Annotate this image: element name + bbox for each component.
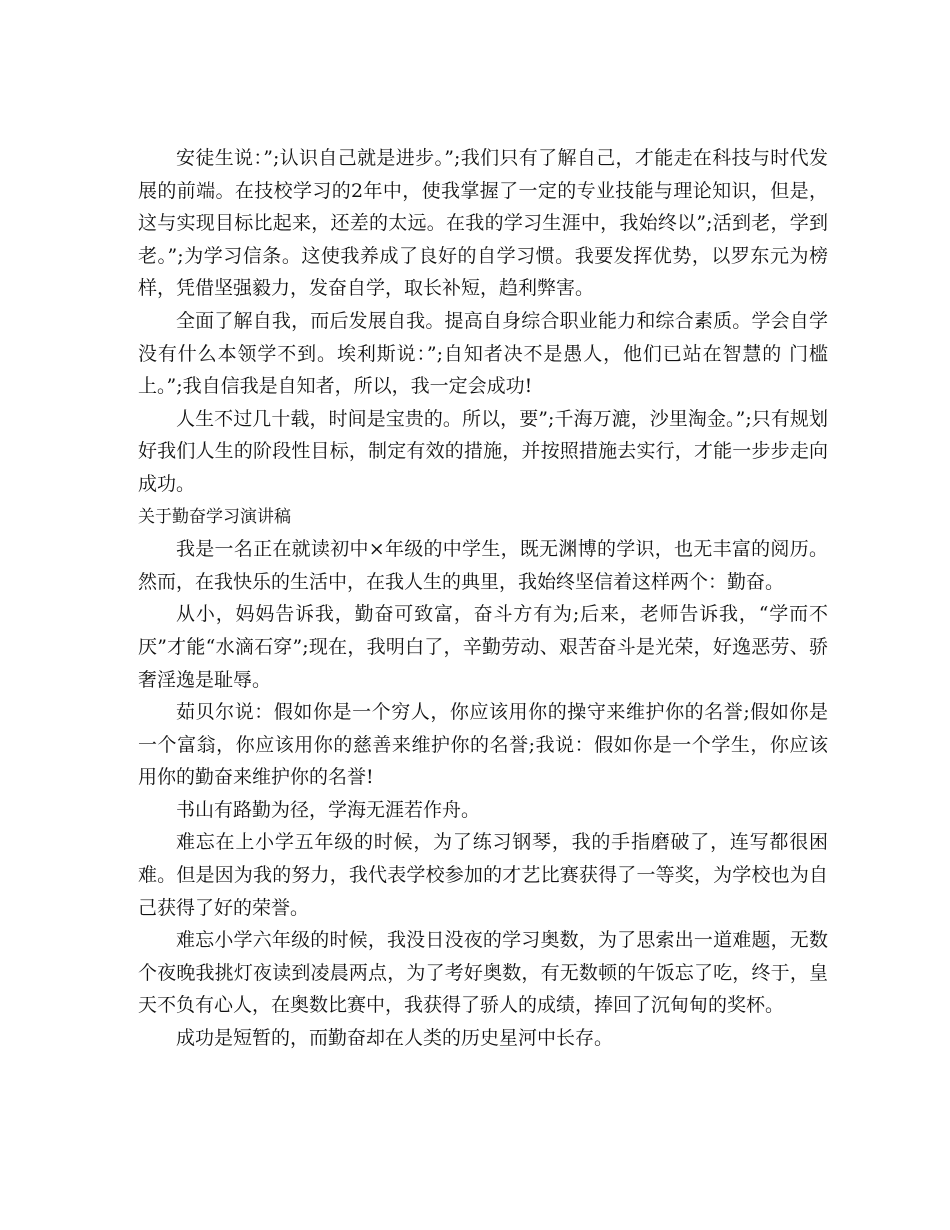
paragraph: 全面了解自我，而后发展自我。提高自身综合职业能力和综合素质。学会自学没有什么本领学不到。埃利斯说：”;自知者决不是愚人，他们已站在智慧的 门槛上。”;我自信我是自知者，所以，我一定会成功!: [138, 309, 828, 398]
paragraph: 成功是短暂的，而勤奋却在人类的历史星河中长存。: [176, 1027, 614, 1050]
document-page: [138, 142, 828, 1055]
paragraph: 安徒生说：”;认识自己就是进步。”;我们只有了解自己，才能走在科技与时代发展的前端。在技校学习的2年中，使我掌握了一定的专业技能与理论知识，但是，这与实现目标比起来，还差的太远。在我的学习生涯中，我始终以”;活到老，学到老。”;为学习信条。这使我养成了良好的自学习惯。我要发挥优势，以罗东元为榜样，凭借坚强毅力，发奋自学，取长补短，趋利弊害。: [138, 147, 828, 300]
paragraph: 难忘小学六年级的时候，我没日没夜的学习奥数，为了思索出一道难题，无数个夜晚我挑灯夜读到凌晨两点，为了考好奥数，有无数顿的午饭忘了吃，终于，皇天不负有心人，在奥数比赛中，我获得了骄人的成绩，捧回了沉甸甸的奖杯。: [138, 929, 828, 1017]
paragraph: 茹贝尔说：假如你是一个穷人，你应该用你的操守来维护你的名誉;假如你是一个富翁，你应该用你的慈善来维护你的名誉;我说：假如你是一个学生，你应该用你的勤奋来维护你的名誉!: [138, 701, 828, 789]
paragraph: 书山有路勤为径，学海无涯若作舟。: [176, 798, 481, 821]
paragraph: 从小，妈妈告诉我，勤奋可致富，奋斗方有为;后来，老师告诉我，“学而不厌”才能“水滴石穿”;现在，我明白了，辛勤劳动、艰苦奋斗是光荣，好逸恶劳、骄奢淫逸是耻辱。: [138, 603, 828, 691]
paragraph: 难忘在上小学五年级的时候，为了练习钢琴，我的手指磨破了，连写都很困难。但是因为我的努力，我代表学校参加的才艺比赛获得了一等奖，为学校也为自己获得了好的荣誉。: [138, 831, 828, 919]
paragraph: 我是一名正在就读初中×年级的中学生，既无渊博的学识，也无丰富的阅历。然而，在我快乐的生活中，在我人生的典里，我始终坚信着这样两个：勤奋。: [138, 538, 828, 593]
paragraph: 人生不过几十载，时间是宝贵的。所以，要”;千海万漉，沙里淘金。”;只有规划好我们人生的阶段性目标，制定有效的措施，并按照措施去实行，才能一步步走向成功。: [138, 407, 828, 495]
section-heading: 关于勤奋学习演讲稿: [138, 506, 291, 527]
